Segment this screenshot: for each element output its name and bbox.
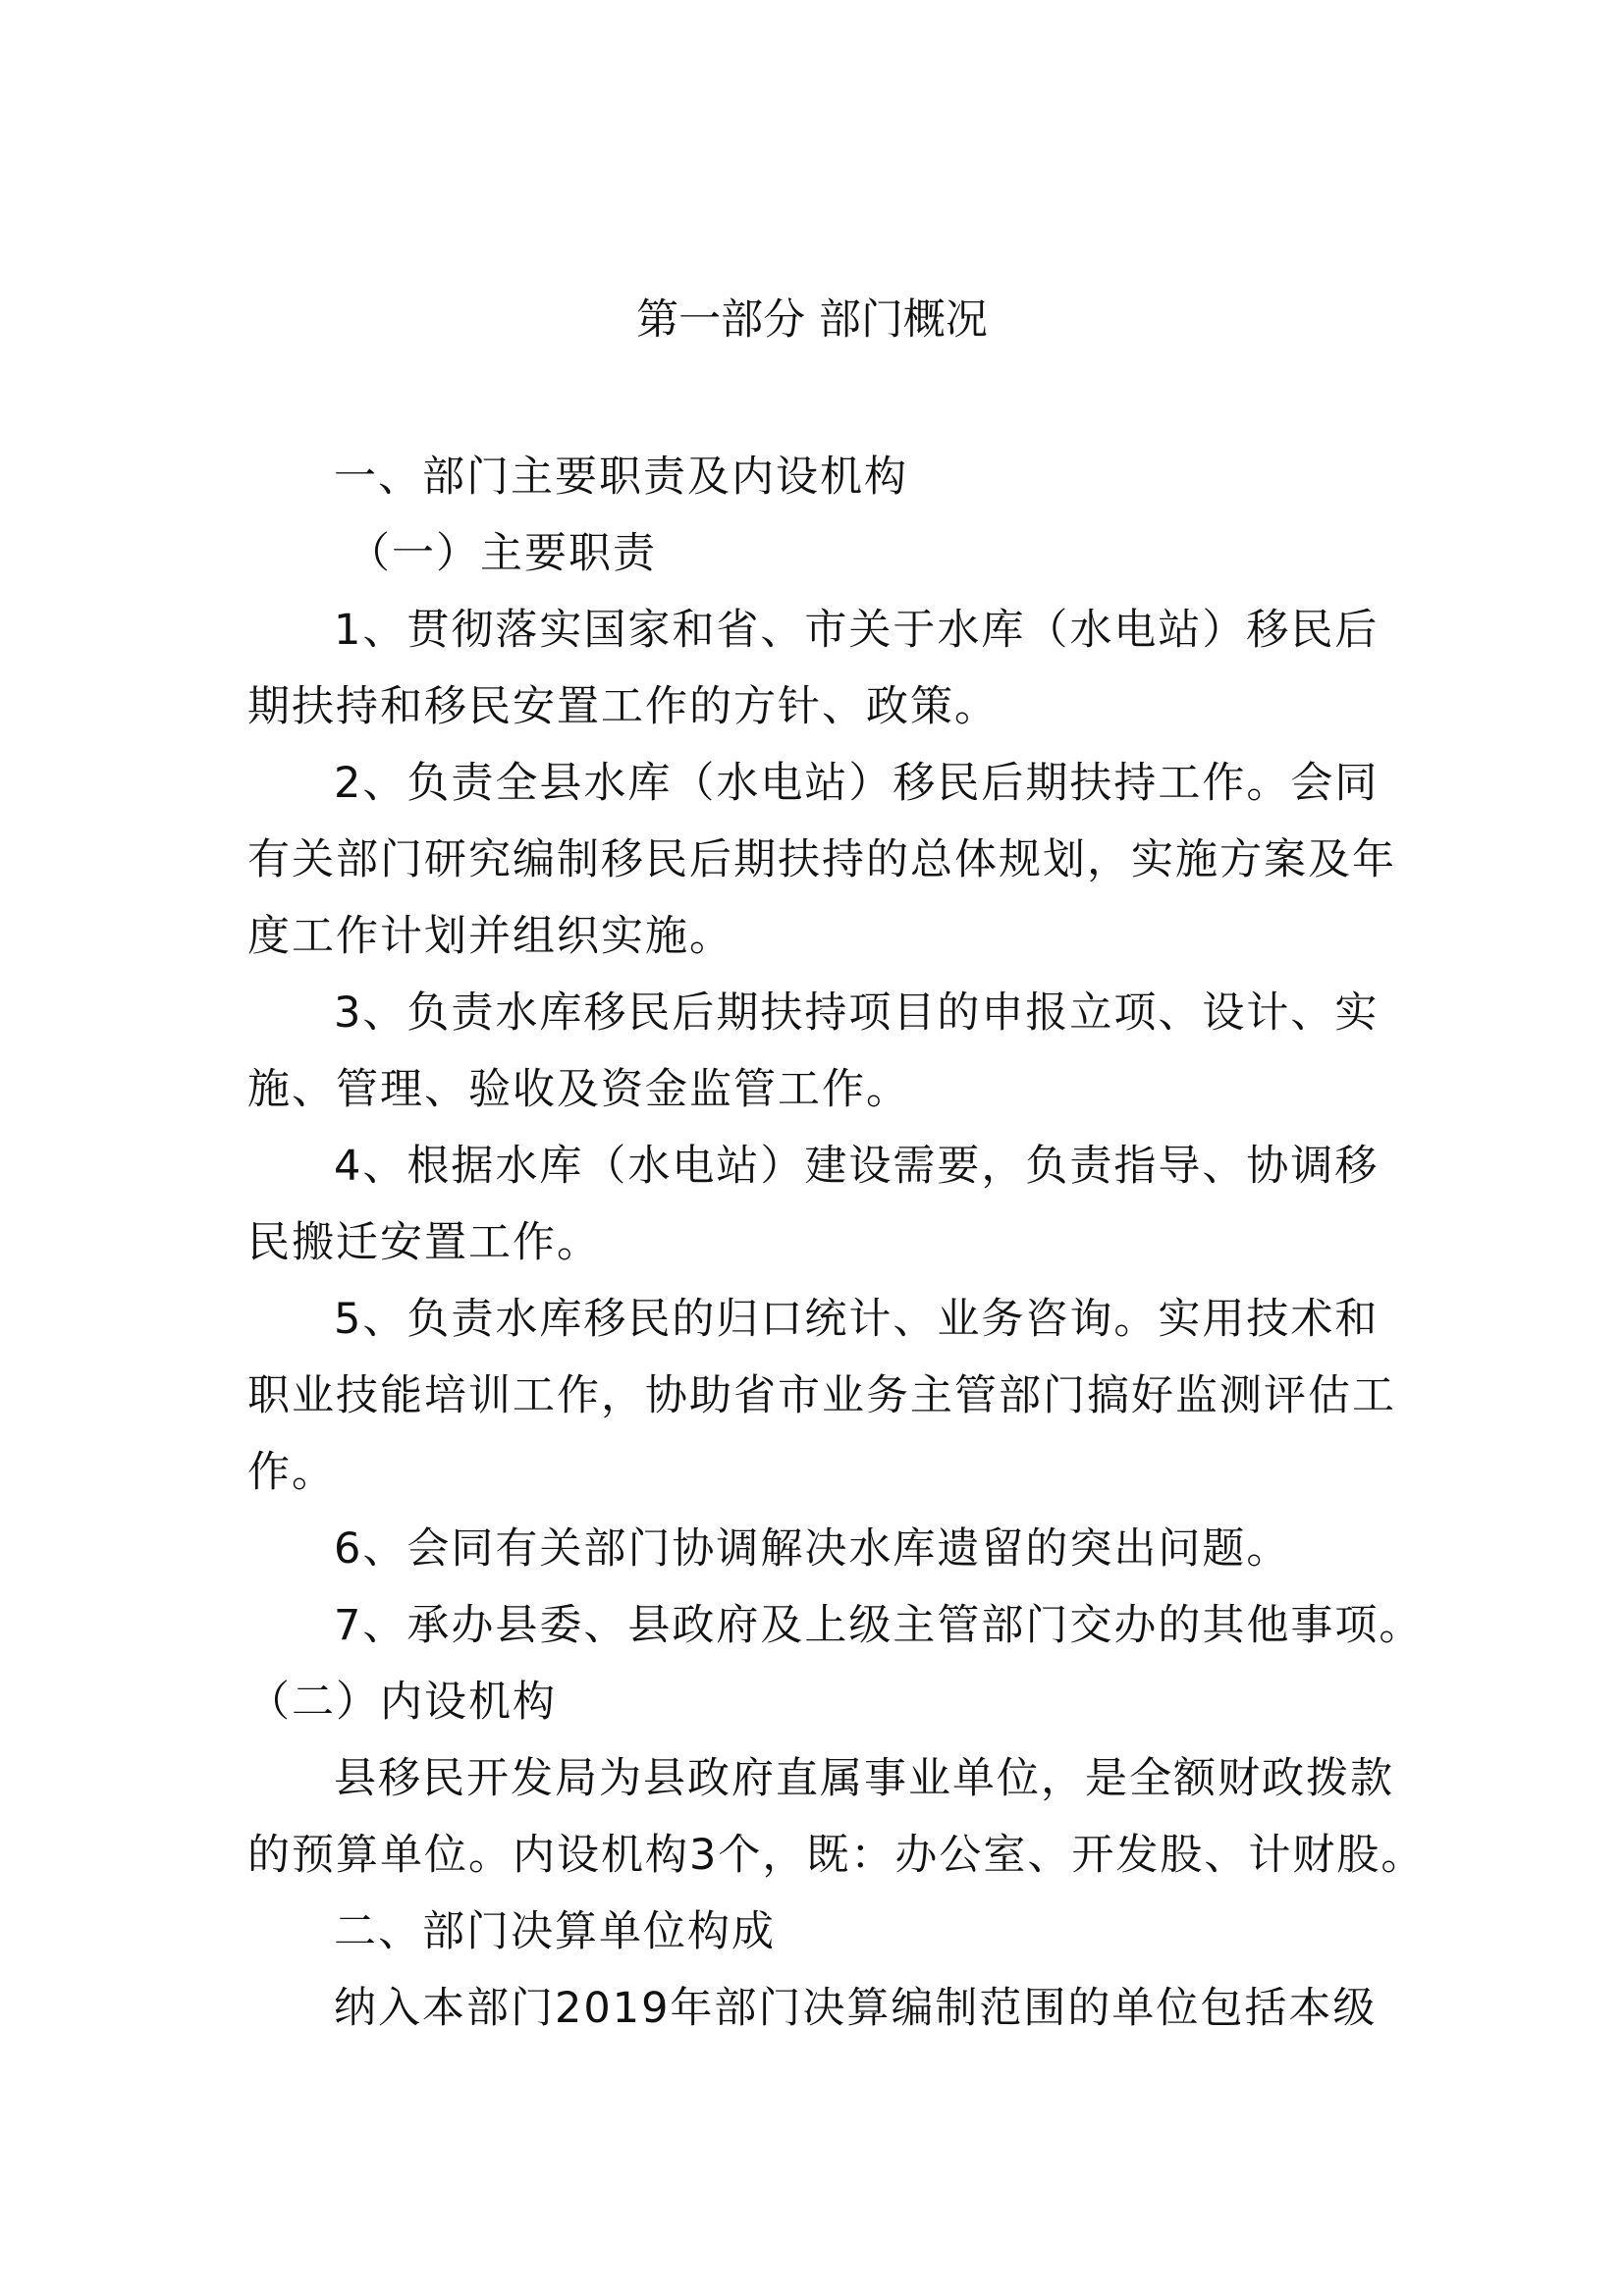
paragraph-line: 职业技能培训工作，协助省市业务主管部门搞好监测评估工 [247,1371,1396,1420]
paragraph-line: 4、根据水库（水电站）建设需要，负责指导、协调移 [334,1142,1380,1191]
paragraph-line: 期扶持和移民安置工作的方针、政策。 [247,682,999,731]
page-title: 第一部分 部门概况 [636,295,988,345]
paragraph-line: 3、负责水库移民后期扶持项目的申报立项、设计、实 [334,988,1380,1038]
paragraph-line: 1、贯彻落实国家和省、市关于水库（水电站）移民后 [334,606,1380,655]
paragraph-line: 有关部门研究编制移民后期扶持的总体规划，实施方案及年 [247,835,1396,884]
paragraph-line: 7、承办县委、县政府及上级主管部门交办的其他事项。 [334,1601,1424,1650]
paragraph-line: 纳入本部门2019年部门决算编制范围的单位包括本级 [334,1984,1378,2033]
paragraph-line: 作。 [247,1448,336,1497]
paragraph-line: 的预算单位。内设机构3个，既：办公室、开发股、计财股。 [247,1831,1426,1880]
paragraph-line: 5、负责水库移民的归口统计、业务咨询。实用技术和 [334,1295,1380,1344]
paragraph-line: 施、管理、验收及资金监管工作。 [247,1065,910,1114]
section-heading-2: 二、部门决算单位构成 [334,1907,776,1956]
section-heading-1: 一、部门主要职责及内设机构 [334,453,908,502]
paragraph-line: 度工作计划并组织实施。 [247,912,733,961]
paragraph-line: 民搬迁安置工作。 [247,1218,601,1267]
subsection-heading-duties: （一）主要职责 [348,529,657,578]
paragraph-line: 2、负责全县水库（水电站）移民后期扶持工作。会同 [334,759,1380,808]
subsection-heading-structure: （二）内设机构 [247,1678,557,1727]
paragraph-line: 县移民开发局为县政府直属事业单位，是全额财政拨款 [334,1754,1394,1803]
paragraph-line: 6、会同有关部门协调解决水库遗留的突出问题。 [334,1524,1291,1574]
